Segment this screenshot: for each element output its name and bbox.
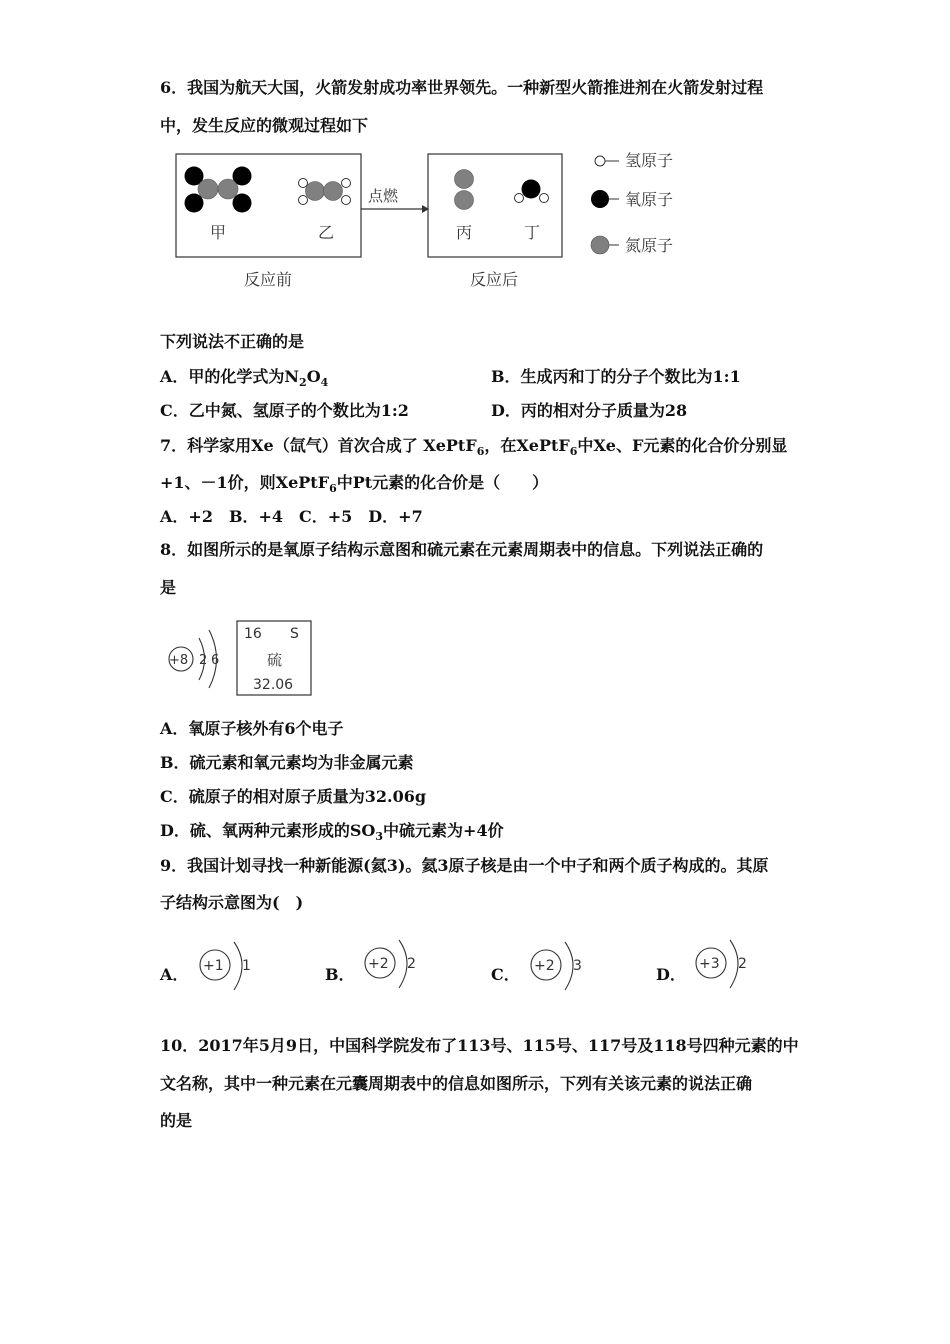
q9-option-b-atom <box>361 936 425 992</box>
svg-text:2: 2 <box>738 956 747 972</box>
q8-option-c: C．硫原子的相对原子质量为32.06g <box>160 787 427 806</box>
q9-option-b-label: B． <box>325 965 355 984</box>
element-symbol: S <box>290 626 299 642</box>
molecule-jia <box>185 167 252 213</box>
svg-text:+2: +2 <box>368 956 389 972</box>
legend-oxygen <box>591 190 673 209</box>
q8-option-a: A．氧原子核外有6个电子 <box>160 719 344 738</box>
svg-text:1: 1 <box>242 958 251 974</box>
sulfur-element-card <box>236 619 314 697</box>
q9-line1: 9．我国计划寻找一种新能源(氦3)。氦3原子核是由一个中子和两个质子构成的。其原 <box>160 856 769 875</box>
q6-option-b: B．生成丙和丁的分子个数比为1:1 <box>491 367 741 386</box>
q6-prompt: 下列说法不正确的是 <box>160 332 305 351</box>
after-box <box>428 154 562 257</box>
q7-options: A．+2 B．+4 C．+5 D．+7 <box>160 507 423 526</box>
q6-option-a: A．甲的化学式为$N_2O_4$ <box>160 367 329 390</box>
q10-line3: 的是 <box>160 1111 193 1130</box>
svg-text:氮原子: 氮原子 <box>625 236 674 255</box>
nucleus-charge: +8 <box>169 653 189 668</box>
caption-after: 反应后 <box>470 270 519 289</box>
q10-line2: 文名称，其中一种元素在元囊周期表中的信息如图所示，下列有关该元素的说法正确 <box>160 1074 753 1093</box>
molecule-yi <box>299 179 351 205</box>
q9-option-d-label: D． <box>656 965 686 984</box>
q10-line1: 10．2017年5月9日，中国科学院发布了113号、115号、117号及118号四种元素的中 <box>160 1036 799 1055</box>
svg-text:2: 2 <box>407 956 416 972</box>
svg-text:3: 3 <box>573 958 582 974</box>
atomic-mass: 32.06 <box>253 677 294 693</box>
q9-line2: 子结构示意图为( ) <box>160 893 304 912</box>
svg-text:+1: +1 <box>203 958 224 974</box>
q9-option-a-label: A． <box>160 965 189 984</box>
svg-text:氢原子: 氢原子 <box>625 151 674 170</box>
q6-line2: 中，发生反应的微观过程如下 <box>160 116 369 135</box>
q6-line1: 6．我国为航天大国，火箭发射成功率世界领先。一种新型火箭推进剂在火箭发射过程 <box>160 78 764 97</box>
q9-option-a-atom <box>196 938 260 994</box>
q9-option-c-atom <box>527 938 591 994</box>
q7-line2: +1、－1价，则XePtF$_6$中Pt元素的化合价是（ ） <box>160 473 549 496</box>
q8-line2: 是 <box>160 578 177 597</box>
q7-line1: 7．科学家用Xe（氙气）首次合成了 XePtF$_6$，在XePtF$_6$中Xe、F元素的化合价分别显 <box>160 436 788 459</box>
q8-line1: 8．如图所示的是氧原子结构示意图和硫元素在元素周期表中的信息。下列说法正确的 <box>160 540 764 559</box>
label-ding: 丁 <box>524 223 541 242</box>
atomic-number: 16 <box>244 626 262 642</box>
legend-nitrogen <box>591 236 673 255</box>
q8-option-d: D．硫、氧两种元素形成的$SO_3$中硫元素为+4价 <box>160 821 504 844</box>
svg-text:氧原子: 氧原子 <box>625 190 674 209</box>
q9-option-d-atom <box>692 936 756 992</box>
q9-option-c-label: C． <box>491 965 520 984</box>
svg-text:+3: +3 <box>699 956 720 972</box>
element-name: 硫 <box>267 651 283 669</box>
label-bing: 丙 <box>456 223 473 242</box>
q6-option-d: D．丙的相对分子质量为28 <box>491 401 688 420</box>
reaction-diagram <box>170 145 700 295</box>
arrow-label: 点燃 <box>368 187 399 205</box>
legend-hydrogen <box>595 151 673 170</box>
oxygen-atom-diagram <box>162 624 234 696</box>
label-yi: 乙 <box>318 223 335 242</box>
caption-before: 反应前 <box>244 270 293 289</box>
q8-option-b: B．硫元素和氧元素均为非金属元素 <box>160 753 414 772</box>
electrons-shell-1: 2 <box>199 653 208 668</box>
molecule-ding <box>515 180 549 203</box>
molecule-bing <box>455 170 474 210</box>
q6-option-c: C．乙中氮、氢原子的个数比为1:2 <box>160 401 409 420</box>
label-jia: 甲 <box>210 223 227 242</box>
electrons-shell-2: 6 <box>211 653 220 668</box>
svg-text:+2: +2 <box>534 958 555 974</box>
